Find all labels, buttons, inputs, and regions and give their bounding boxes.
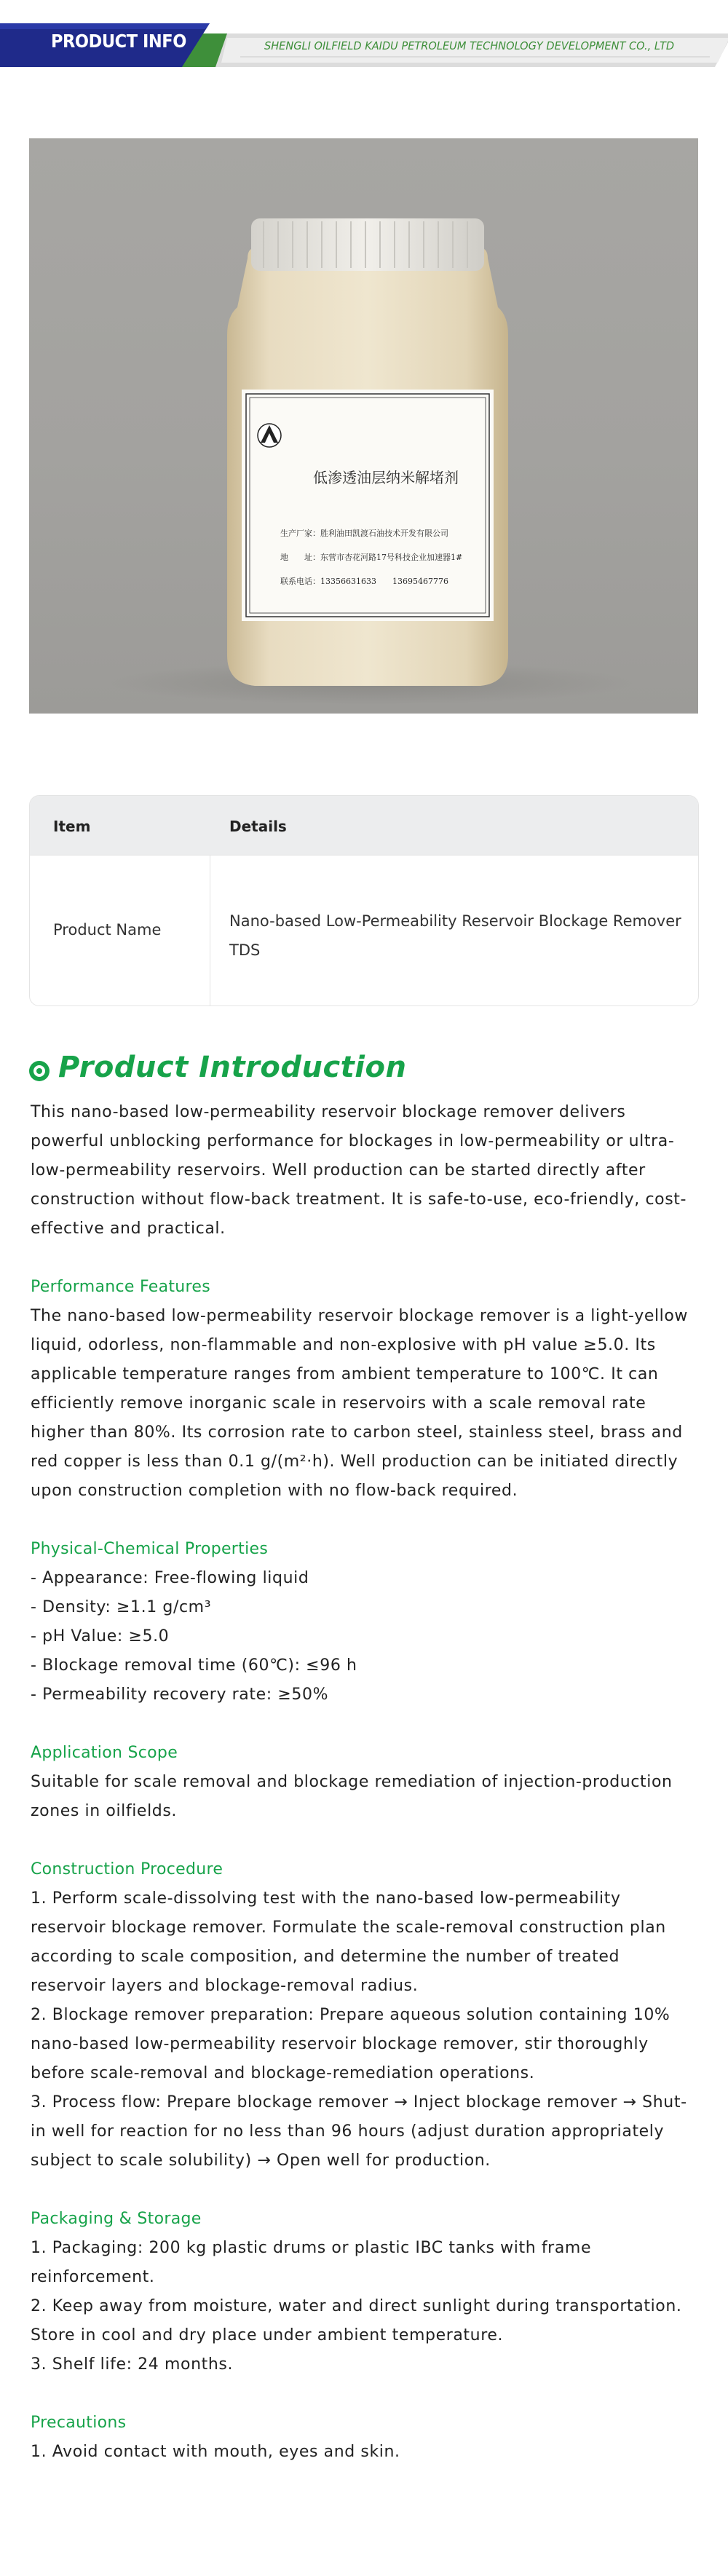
scope-title: Application Scope bbox=[31, 1744, 178, 1762]
bullet-circle-icon bbox=[29, 1061, 50, 1081]
section-title: Product Introduction bbox=[58, 1051, 407, 1084]
property-item: - pH Value: ≥5.0 bbox=[31, 1627, 170, 1645]
property-item: - Appearance: Free-flowing liquid bbox=[31, 1569, 309, 1587]
label-product-name: 低渗透油层纳米解堵剂 bbox=[313, 469, 459, 486]
performance-text: The nano-based low-permeability reservoir blockage remover is a light-yellow liquid, odorless, non-flammable and non-explosive with pH value ≥5.0. Its applicable temperature ranges from ambient temperature to 100℃. It can efficiently remove inorganic scale in reservoirs with a scale removal rate higher than 80%. Its corrosion rate to carbon steel, stainless steel, brass and red copper is less than 0.1 g/(m²·h). Well production can be initiated directly upon construction completion with no flow-back required. bbox=[31, 1307, 689, 1500]
column-header-details: Details bbox=[229, 818, 287, 835]
packaging-title: Packaging & Storage bbox=[31, 2210, 202, 2228]
property-item: - Permeability recovery rate: ≥50% bbox=[31, 1686, 329, 1704]
label-manufacturer: 生产厂家：胜利油田凯渡石油技术开发有限公司 bbox=[280, 529, 448, 538]
performance-title: Performance Features bbox=[31, 1278, 211, 1296]
packaging-item: 3. Shelf life: 24 months. bbox=[31, 2355, 234, 2374]
procedure-step: 3. Process flow: Prepare blockage remover → Inject blockage remover → Shut-in well for reaction for no less than 96 hours (adjust duration appropriately subject to scale solubility) → Open well for production. bbox=[31, 2093, 687, 2170]
precaution-item: 1. Avoid contact with mouth, eyes and skin. bbox=[31, 2443, 400, 2461]
procedure-step: 2. Blockage remover preparation: Prepare aqueous solution containing 10% nano-based low-permeability reservoir blockage remover, stir thoroughly before scale-removal and blockage-remediation operations. bbox=[31, 2006, 670, 2082]
table-header-row bbox=[30, 796, 698, 855]
product-description bbox=[31, 1098, 699, 2467]
table-cell-details: Nano-based Low-Permeability Reservoir Blockage Remover TDS bbox=[229, 912, 681, 959]
scope-text: Suitable for scale removal and blockage remediation of injection-production zones in oilfields. bbox=[31, 1773, 673, 1820]
precautions-title: Precautions bbox=[31, 2414, 127, 2432]
column-header-item: Item bbox=[53, 818, 91, 835]
spec-table bbox=[29, 795, 699, 1006]
header-banner bbox=[0, 0, 728, 73]
label-address: 地 址：东营市杏花河路17号科技企业加速器1# bbox=[280, 553, 463, 562]
procedure-title: Construction Procedure bbox=[31, 1860, 223, 1878]
table-cell-item: Product Name bbox=[53, 921, 162, 939]
label-phone: 联系电话：13356631633 13695467776 bbox=[280, 577, 448, 586]
packaging-item: 1. Packaging: 200 kg plastic drums or plastic IBC tanks with frame reinforcement. bbox=[31, 2239, 592, 2286]
properties-title: Physical-Chemical Properties bbox=[31, 1540, 269, 1558]
property-item: - Density: ≥1.1 g/cm³ bbox=[31, 1598, 212, 1616]
banner-title: PRODUCT INFO bbox=[51, 31, 186, 52]
procedure-step: 1. Perform scale-dissolving test with the nano-based low-permeability reservoir blockage remover. Formulate the scale-removal construction plan according to scale composition, and determine the number of treated reservoir layers and blockage-removal radius. bbox=[31, 1889, 666, 1995]
table-divider bbox=[30, 855, 698, 856]
product-photo bbox=[29, 138, 698, 714]
packaging-item: 2. Keep away from moisture, water and direct sunlight during transportation. Store in cool and dry place under ambient temperature. bbox=[31, 2297, 682, 2344]
property-item: - Blockage removal time (60℃): ≤96 h bbox=[31, 1656, 357, 1675]
bottle-illustration bbox=[29, 138, 698, 714]
company-name: SHENGLI OILFIELD KAIDU PETROLEUM TECHNOLOGY DEVELOPMENT CO., LTD bbox=[264, 39, 675, 52]
intro-paragraph: This nano-based low-permeability reservoir blockage remover delivers powerful unblocking performance for blockages in low-permeability or ultra-low-permeability reservoirs. Well production can be started directly after construction without flow-back treatment. It is safe-to-use, eco-friendly, cost-effective and practical. bbox=[31, 1103, 687, 1238]
